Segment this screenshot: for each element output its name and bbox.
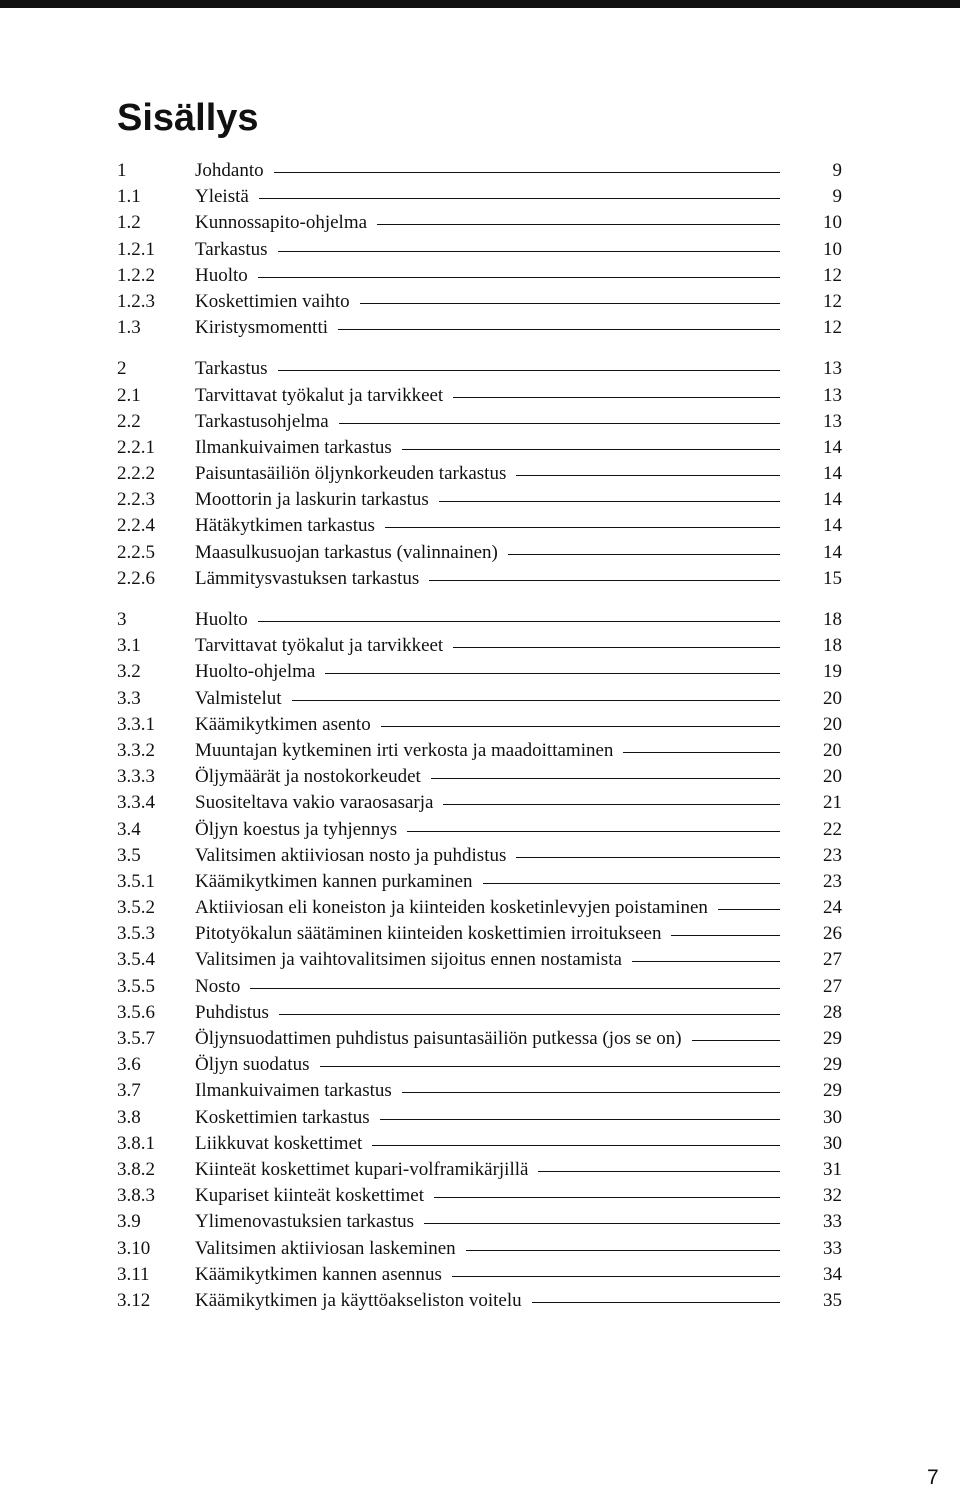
- toc-entry-number: 2.2.3: [117, 489, 155, 511]
- toc-entry-title: Muuntajan kytkeminen irti verkosta ja maadoittaminen: [195, 739, 614, 761]
- toc-entry[interactable]: [117, 383, 842, 409]
- toc-entry-title: Tarvittavat työkalut ja tarvikkeet: [195, 635, 444, 657]
- toc-entry-title: Käämikytkimen kannen purkaminen: [195, 870, 473, 892]
- toc-entry-title: Maasulkusuojan tarkastus (valinnainen): [195, 541, 498, 563]
- toc-entry-page: 10: [823, 212, 842, 234]
- toc-entry[interactable]: [117, 633, 842, 659]
- toc-entry-line: [195, 895, 780, 921]
- toc-leader-line: [424, 1223, 780, 1224]
- toc-leader-line: [718, 909, 780, 910]
- page-number: 7: [927, 1466, 939, 1489]
- toc-entry[interactable]: [117, 540, 842, 566]
- toc-entry-page: 24: [823, 897, 842, 919]
- toc-entry-title: Yleistä: [195, 186, 249, 208]
- toc-leader-line: [453, 647, 780, 648]
- toc-entry-page: 20: [823, 766, 842, 788]
- toc-leader-line: [360, 303, 780, 304]
- page-title: Sisällys: [117, 97, 259, 139]
- toc-leader-line: [434, 1197, 780, 1198]
- toc-entry-page: 30: [823, 1132, 842, 1154]
- toc-entry-title: Kupariset kiinteät koskettimet: [195, 1185, 425, 1207]
- toc-entry-line: [195, 1131, 780, 1157]
- toc-entry-page: 29: [823, 1080, 842, 1102]
- toc-entry[interactable]: [117, 210, 842, 236]
- toc-entry[interactable]: [117, 869, 842, 895]
- toc-leader-line: [274, 172, 780, 173]
- toc-entry-title: Huolto: [195, 609, 248, 630]
- toc-entry-number: 2.2.6: [117, 567, 155, 589]
- toc-entry-number: 1.1: [117, 186, 141, 208]
- toc-section: [117, 158, 842, 341]
- toc-entry-title: Tarkastus: [195, 238, 268, 260]
- toc-entry-page: 20: [823, 713, 842, 735]
- toc-entry-title: Valitsimen aktiiviosan laskeminen: [195, 1237, 456, 1259]
- toc-entry-page: 14: [823, 436, 842, 458]
- toc-leader-line: [258, 621, 780, 622]
- toc-entry[interactable]: [117, 1105, 842, 1131]
- toc-entry-title: Käämikytkimen asento: [195, 713, 371, 735]
- toc-entry-page: 23: [823, 870, 842, 892]
- toc-entry-line: [195, 1183, 780, 1209]
- toc-entry[interactable]: [117, 1288, 842, 1314]
- toc-entry-title: Öljynsuodattimen puhdistus paisuntasäiliön putkessa (jos se on): [195, 1028, 682, 1049]
- toc-entry-page: 12: [823, 290, 842, 312]
- toc-entry-title: Koskettimien vaihto: [195, 290, 350, 312]
- toc-entry-page: 29: [823, 1028, 842, 1049]
- toc-entry[interactable]: [117, 184, 842, 210]
- toc-entry-number: 3.8.1: [117, 1132, 155, 1154]
- toc-entry[interactable]: [117, 487, 842, 513]
- toc-entry-line: [195, 1000, 780, 1026]
- toc-entry-page: 35: [823, 1289, 842, 1311]
- toc-entry-number: 3.3.3: [117, 766, 155, 788]
- toc-entry-line: [195, 566, 780, 592]
- toc-entry-title: Käämikytkimen kannen asennus: [195, 1263, 442, 1285]
- toc-entry-title: Paisuntasäiliön öljynkorkeuden tarkastus: [195, 463, 507, 485]
- toc-entry-line: [195, 409, 780, 435]
- toc-entry-title: Liikkuvat koskettimet: [195, 1132, 363, 1154]
- toc-leader-line: [516, 857, 780, 858]
- toc-entry[interactable]: [117, 356, 842, 382]
- toc-entry[interactable]: [117, 1209, 842, 1235]
- toc-entry-page: 20: [823, 739, 842, 761]
- toc-entry-page: 21: [823, 792, 842, 814]
- toc-entry-page: 10: [823, 238, 842, 260]
- toc-leader-line: [292, 700, 780, 701]
- toc-entry[interactable]: [117, 1262, 842, 1288]
- toc-entry[interactable]: [117, 409, 842, 435]
- toc-entry-number: 3.11: [117, 1263, 150, 1285]
- toc-entry-number: 3.5.1: [117, 870, 155, 892]
- toc-leader-line: [538, 1171, 780, 1172]
- toc-entry[interactable]: [117, 1183, 842, 1209]
- toc-entry-page: 14: [823, 541, 842, 563]
- toc-leader-line: [339, 423, 780, 424]
- toc-entry-title: Valmistelut: [195, 687, 282, 709]
- toc-leader-line: [259, 198, 780, 199]
- toc-entry-title: Öljyn koestus ja tyhjennys: [195, 818, 398, 840]
- toc-entry-title: Aktiiviosan eli koneiston ja kiinteiden kosketinlevyjen poistaminen: [195, 897, 708, 919]
- toc-entry-page: 12: [823, 317, 842, 339]
- toc-entry-line: [195, 1052, 780, 1078]
- toc-entry[interactable]: [117, 738, 842, 764]
- toc-entry-line: [195, 356, 780, 382]
- toc-entry-title: Kiinteät koskettimet kupari-volframikärjillä: [195, 1158, 529, 1180]
- toc-section: [117, 356, 842, 592]
- toc-entry-number: 3.3.1: [117, 713, 155, 735]
- toc-entry-number: 2.2: [117, 410, 141, 432]
- table-of-contents: [117, 158, 842, 1329]
- toc-entry-line: [195, 461, 780, 487]
- toc-entry-line: [195, 974, 780, 1000]
- toc-entry-page: 29: [823, 1054, 842, 1076]
- toc-entry-line: [195, 1262, 780, 1288]
- toc-entry-title: Kiristysmomentti: [195, 317, 328, 339]
- toc-entry-number: 2.1: [117, 384, 141, 406]
- toc-entry-page: 13: [823, 384, 842, 406]
- toc-entry-title: Puhdistus: [195, 1001, 269, 1023]
- toc-entry-line: [195, 869, 780, 895]
- toc-entry-line: [195, 843, 780, 869]
- toc-entry-page: 18: [823, 609, 842, 630]
- toc-entry-page: 14: [823, 515, 842, 537]
- toc-entry[interactable]: [117, 315, 842, 341]
- toc-entry-line: [195, 513, 780, 539]
- toc-entry-number: 2: [117, 358, 127, 380]
- toc-entry-number: 3.9: [117, 1211, 141, 1233]
- toc-entry-title: Ilmankuivaimen tarkastus: [195, 436, 392, 458]
- toc-leader-line: [279, 1014, 780, 1015]
- toc-entry-line: [195, 487, 780, 513]
- toc-entry-page: 33: [823, 1211, 842, 1233]
- toc-entry-line: [195, 1105, 780, 1131]
- toc-entry[interactable]: [117, 607, 842, 633]
- toc-entry-line: [195, 633, 780, 659]
- toc-entry-page: 18: [823, 635, 842, 657]
- toc-entry-line: [195, 237, 780, 263]
- toc-entry-line: [195, 817, 780, 843]
- toc-entry-page: 23: [823, 844, 842, 866]
- toc-entry-number: 3.5: [117, 844, 141, 866]
- toc-entry-title: Huolto: [195, 264, 248, 286]
- toc-entry[interactable]: [117, 843, 842, 869]
- toc-entry-line: [195, 158, 780, 184]
- toc-leader-line: [278, 251, 780, 252]
- toc-entry-title: Öljyn suodatus: [195, 1054, 310, 1076]
- toc-entry[interactable]: [117, 974, 842, 1000]
- toc-leader-line: [380, 1119, 780, 1120]
- toc-entry-title: Valitsimen aktiiviosan nosto ja puhdistus: [195, 844, 507, 866]
- toc-entry-number: 1.2.3: [117, 290, 155, 312]
- toc-leader-line: [516, 475, 780, 476]
- toc-leader-line: [443, 804, 780, 805]
- toc-entry[interactable]: [117, 435, 842, 461]
- toc-entry[interactable]: [117, 817, 842, 843]
- toc-entry-number: 3.5.6: [117, 1001, 155, 1023]
- toc-entry-page: 19: [823, 661, 842, 683]
- toc-entry-line: [195, 184, 780, 210]
- toc-entry-line: [195, 1209, 780, 1235]
- toc-section: [117, 607, 842, 1314]
- toc-entry-number: 2.2.2: [117, 463, 155, 485]
- toc-entry[interactable]: [117, 1078, 842, 1104]
- toc-entry-line: [195, 1236, 780, 1262]
- toc-leader-line: [439, 501, 780, 502]
- toc-entry-line: [195, 607, 780, 633]
- toc-entry-title: Pitotyökalun säätäminen kiinteiden koskettimien irroitukseen: [195, 923, 662, 945]
- toc-entry-title: Öljymäärät ja nostokorkeudet: [195, 766, 421, 788]
- toc-entry[interactable]: [117, 921, 842, 947]
- toc-entry-line: [195, 315, 780, 341]
- toc-entry[interactable]: [117, 764, 842, 790]
- toc-entry[interactable]: [117, 461, 842, 487]
- toc-entry-line: [195, 540, 780, 566]
- toc-entry-page: 30: [823, 1106, 842, 1128]
- toc-entry-page: 9: [832, 186, 842, 208]
- toc-entry-number: 1.2: [117, 212, 141, 234]
- toc-entry-number: 3.12: [117, 1289, 151, 1311]
- toc-entry-title: Tarvittavat työkalut ja tarvikkeet: [195, 384, 444, 406]
- toc-entry-line: [195, 1288, 780, 1314]
- toc-entry[interactable]: [117, 237, 842, 263]
- toc-entry-number: 3.5.5: [117, 975, 155, 997]
- toc-entry-page: 27: [823, 975, 842, 997]
- toc-leader-line: [466, 1250, 780, 1251]
- toc-leader-line: [453, 397, 780, 398]
- toc-entry-page: 13: [823, 358, 842, 380]
- toc-leader-line: [385, 527, 780, 528]
- toc-entry-page: 33: [823, 1237, 842, 1259]
- toc-entry-line: [195, 738, 780, 764]
- toc-entry-title: Ylimenovastuksien tarkastus: [195, 1211, 414, 1233]
- toc-entry[interactable]: [117, 659, 842, 685]
- toc-entry[interactable]: [117, 947, 842, 973]
- toc-entry-title: Huolto-ohjelma: [195, 661, 316, 683]
- toc-entry-number: 3.5.4: [117, 949, 155, 971]
- toc-entry-title: Valitsimen ja vaihtovalitsimen sijoitus ennen nostamista: [195, 949, 622, 971]
- toc-entry[interactable]: [117, 1157, 842, 1183]
- toc-leader-line: [258, 277, 780, 278]
- toc-entry-number: 1.2.1: [117, 238, 155, 260]
- toc-entry[interactable]: [117, 686, 842, 712]
- toc-entry-line: [195, 1026, 780, 1052]
- toc-leader-line: [377, 224, 780, 225]
- toc-leader-line: [250, 988, 780, 989]
- toc-entry-page: 15: [823, 567, 842, 589]
- toc-entry-number: 3.5.7: [117, 1028, 155, 1049]
- toc-leader-line: [623, 752, 780, 753]
- toc-entry[interactable]: [117, 513, 842, 539]
- toc-entry-number: 3.4: [117, 818, 141, 840]
- toc-leader-line: [402, 1092, 780, 1093]
- toc-entry[interactable]: [117, 566, 842, 592]
- toc-entry-number: 3.1: [117, 635, 141, 657]
- toc-entry-page: 28: [823, 1001, 842, 1023]
- toc-entry-line: [195, 1157, 780, 1183]
- toc-entry-title: Nosto: [195, 975, 241, 997]
- toc-entry[interactable]: [117, 1026, 842, 1052]
- toc-leader-line: [429, 580, 780, 581]
- toc-leader-line: [532, 1302, 780, 1303]
- toc-leader-line: [402, 449, 780, 450]
- toc-entry-page: 32: [823, 1185, 842, 1207]
- toc-entry-number: 2.2.4: [117, 515, 155, 537]
- toc-entry-number: 1: [117, 160, 127, 181]
- toc-entry-title: Ilmankuivaimen tarkastus: [195, 1080, 392, 1102]
- toc-leader-line: [338, 329, 780, 330]
- toc-leader-line: [692, 1040, 780, 1041]
- toc-leader-line: [452, 1276, 780, 1277]
- toc-entry[interactable]: [117, 895, 842, 921]
- toc-entry-title: Suositeltava vakio varaosasarja: [195, 792, 434, 814]
- top-rule: [0, 0, 960, 8]
- toc-entry-page: 34: [823, 1263, 842, 1285]
- toc-entry-number: 3.8.3: [117, 1185, 155, 1207]
- toc-entry-line: [195, 947, 780, 973]
- toc-leader-line: [372, 1145, 780, 1146]
- toc-entry-title: Kunnossapito-ohjelma: [195, 212, 368, 234]
- toc-entry-number: 3.10: [117, 1237, 151, 1259]
- toc-entry-line: [195, 1078, 780, 1104]
- toc-entry-line: [195, 790, 780, 816]
- toc-leader-line: [407, 831, 780, 832]
- toc-entry-number: 3.8: [117, 1106, 141, 1128]
- toc-entry-number: 2.2.1: [117, 436, 155, 458]
- toc-entry-page: 13: [823, 410, 842, 432]
- toc-entry-title: Tarkastusohjelma: [195, 410, 329, 432]
- toc-entry[interactable]: [117, 263, 842, 289]
- toc-leader-line: [632, 961, 780, 962]
- toc-entry-number: 3.5.3: [117, 923, 155, 945]
- toc-entry-line: [195, 263, 780, 289]
- toc-entry-line: [195, 921, 780, 947]
- toc-leader-line: [381, 726, 780, 727]
- toc-entry[interactable]: [117, 1131, 842, 1157]
- toc-leader-line: [483, 883, 780, 884]
- toc-entry-title: Käämikytkimen ja käyttöakseliston voitelu: [195, 1289, 522, 1311]
- toc-entry-page: 26: [823, 923, 842, 945]
- toc-entry-number: 3.6: [117, 1054, 141, 1076]
- toc-entry-number: 3.3: [117, 687, 141, 709]
- toc-entry-title: Hätäkytkimen tarkastus: [195, 515, 375, 537]
- toc-entry[interactable]: [117, 1052, 842, 1078]
- toc-entry-number: 3.3.4: [117, 792, 155, 814]
- toc-entry[interactable]: [117, 1236, 842, 1262]
- toc-entry-line: [195, 383, 780, 409]
- toc-entry-page: 12: [823, 264, 842, 286]
- toc-entry-number: 3.3.2: [117, 739, 155, 761]
- toc-entry[interactable]: [117, 1000, 842, 1026]
- toc-entry-number: 3.2: [117, 661, 141, 683]
- toc-entry-title: Koskettimien tarkastus: [195, 1106, 370, 1128]
- toc-leader-line: [431, 778, 780, 779]
- toc-entry[interactable]: [117, 790, 842, 816]
- toc-entry-page: 20: [823, 687, 842, 709]
- toc-entry-number: 3.7: [117, 1080, 141, 1102]
- toc-entry-page: 22: [823, 818, 842, 840]
- toc-entry-number: 1.3: [117, 317, 141, 339]
- toc-entry-line: [195, 210, 780, 236]
- toc-entry-line: [195, 686, 780, 712]
- toc-entry-title: Moottorin ja laskurin tarkastus: [195, 489, 429, 511]
- toc-entry-number: 2.2.5: [117, 541, 155, 563]
- toc-entry-title: Johdanto: [195, 160, 264, 181]
- toc-leader-line: [320, 1066, 780, 1067]
- toc-entry-line: [195, 712, 780, 738]
- toc-entry-number: 3.8.2: [117, 1158, 155, 1180]
- toc-entry-page: 14: [823, 463, 842, 485]
- toc-leader-line: [325, 673, 780, 674]
- toc-entry-line: [195, 659, 780, 685]
- toc-entry-page: 31: [823, 1158, 842, 1180]
- toc-entry-line: [195, 435, 780, 461]
- toc-leader-line: [278, 370, 780, 371]
- toc-entry[interactable]: [117, 158, 842, 184]
- toc-entry-line: [195, 289, 780, 315]
- toc-entry-number: 1.2.2: [117, 264, 155, 286]
- toc-entry-page: 27: [823, 949, 842, 971]
- toc-entry[interactable]: [117, 289, 842, 315]
- toc-leader-line: [508, 554, 780, 555]
- toc-entry-number: 3.5.2: [117, 897, 155, 919]
- toc-entry-line: [195, 764, 780, 790]
- toc-entry-number: 3: [117, 609, 127, 630]
- toc-entry-title: Tarkastus: [195, 358, 268, 380]
- toc-entry-page: 14: [823, 489, 842, 511]
- toc-entry[interactable]: [117, 712, 842, 738]
- toc-leader-line: [671, 935, 780, 936]
- toc-entry-title: Lämmitysvastuksen tarkastus: [195, 567, 420, 589]
- toc-entry-page: 9: [832, 160, 842, 181]
